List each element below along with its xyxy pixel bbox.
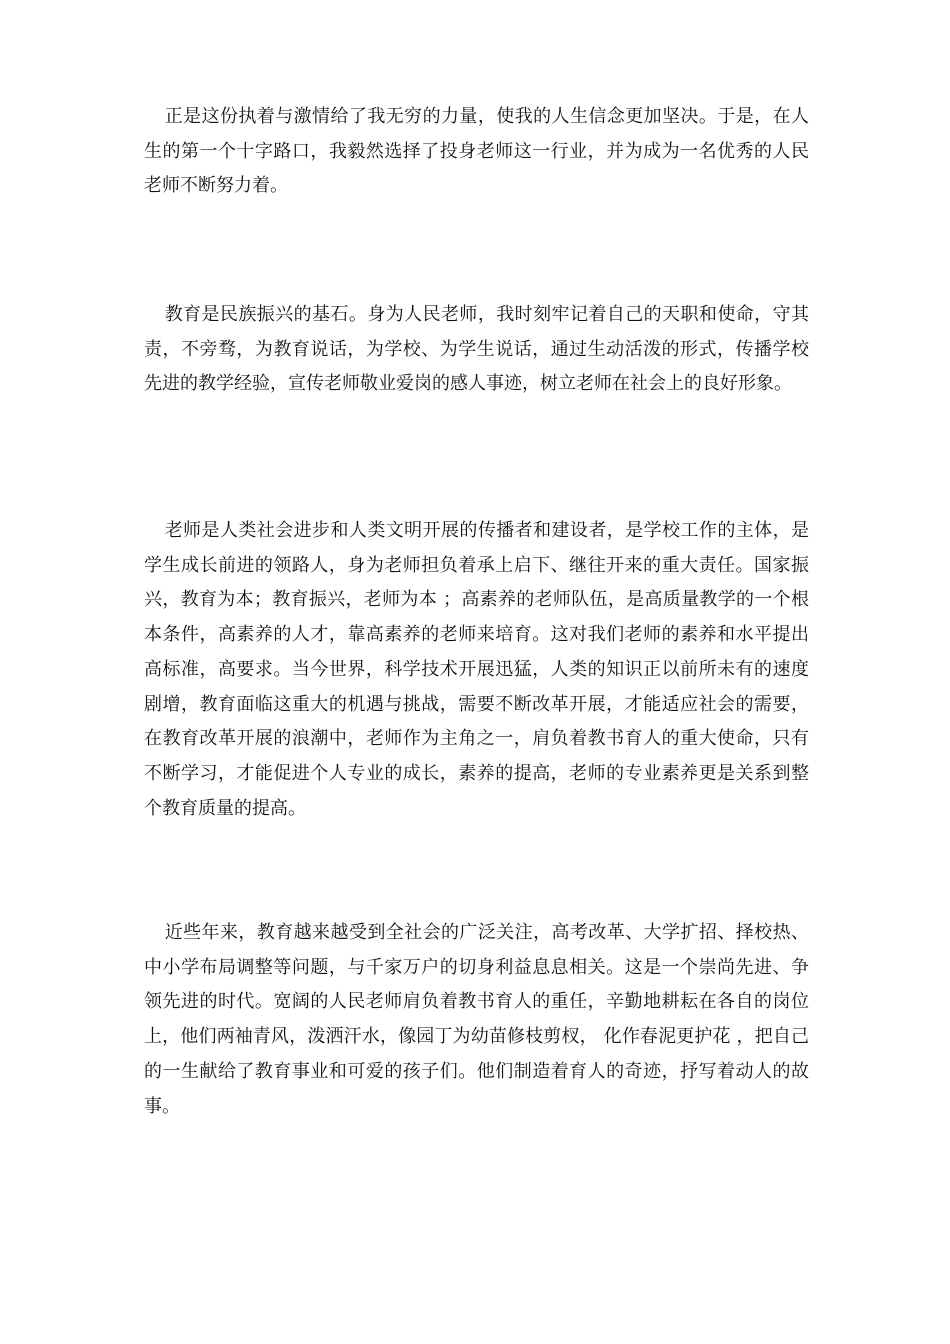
paragraph-4: 近些年来，教育越来越受到全社会的广泛关注，高考改革、大学扩招、择校热、中小学布局调整等问题，与千家万户的切身利益息息相关。这是一个崇尚先进、争领先进的时代。宽阔的人民老师肩负着教书育人的重任，辛勤地耕耘在各自的岗位上，他们两袖青风，泼洒汗水，像园丁为幼苗修枝剪杈， 化作春泥更护花 ，把自己的一生献给了教育事业和可爱的孩子们。他们制造着育人的奇迹，抒写着动人的故事。 (144, 922, 809, 1117)
paragraph-3: 老师是人类社会进步和人类文明开展的传播者和建设者，是学校工作的主体，是学生成长前进的领路人，身为老师担负着承上启下、继往开来的重大责任。国家振兴，教育为本；教育振兴，老师为本 ；高素养的老师队伍，是高质量教学的一个根本条件，高素养的人才，靠高素养的老师来培育。这对我们老师的素养和水平提出高标准，高要求。当今世界，科学技术开展迅猛，人类的知识正以前所未有的速度剧增，教育面临这重大的机遇与挑战，需要不断改革开展，才能适应社会的需要，在教育改革开展的浪潮中，老师作为主角之一，肩负着教书育人的重大使命，只有不断学习，才能促进个人专业的成长，素养的提高，老师的专业素养更是关系到整个教育质量的提高。 (144, 520, 809, 819)
paragraph-1: 正是这份执着与激情给了我无穷的力量，使我的人生信念更加坚决。于是，在人生的第一个十字路口，我毅然选择了投身老师这一行业，并为成为一名优秀的人民老师不断努力着。 (144, 106, 809, 197)
paragraph-2: 教育是民族振兴的基石。身为人民老师，我时刻牢记着自己的天职和使命，守其责，不旁骛，为教育说话，为学校、为学生说话，通过生动活泼的形式，传播学校先进的教学经验，宣传老师敬业爱岗的感人事迹，树立老师在社会上的良好形象。 (144, 304, 809, 395)
